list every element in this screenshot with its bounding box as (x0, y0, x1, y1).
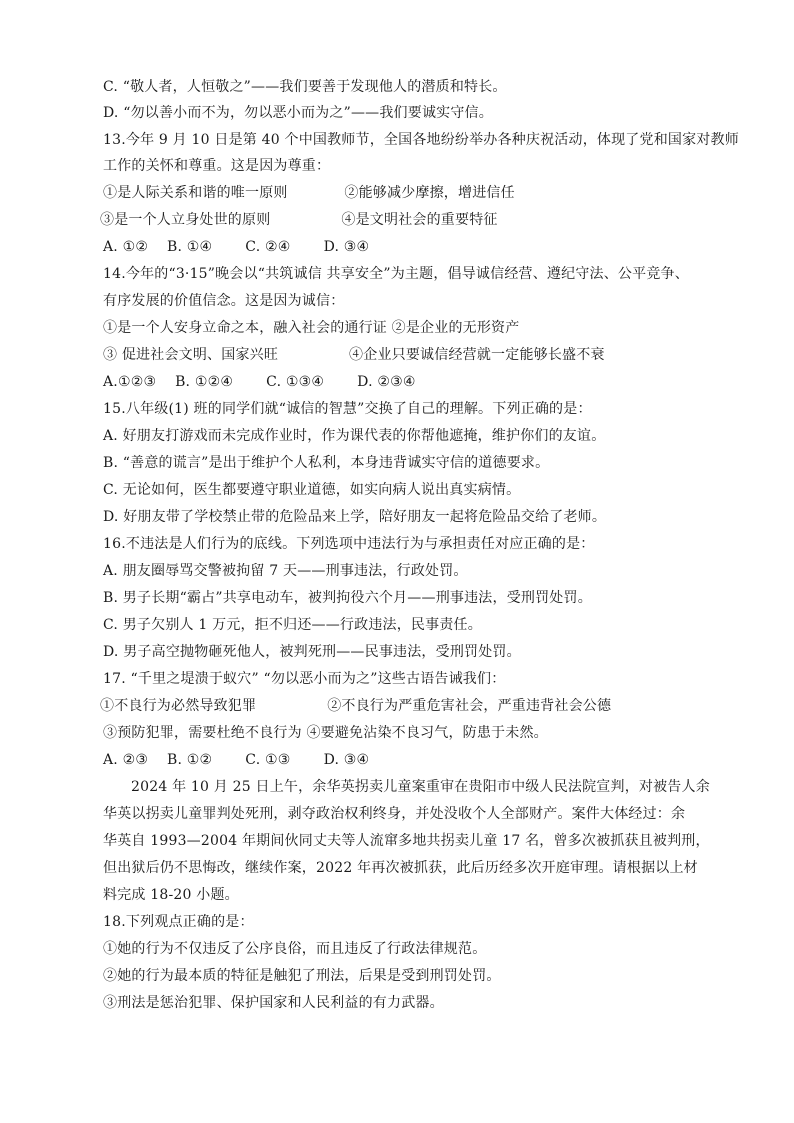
q13-statements-1: ①是人际关系和谐的唯一原则 ②能够减少摩擦，增进信任 (103, 185, 515, 201)
q15-option-d: D. 好朋友带了学校禁止带的危险品来上学，陪好朋友一起将危险品交给了老师。 (103, 509, 607, 525)
q13-stem-1: 13.今年 9 月 10 日是第 40 个中国教师节，全国各地纷纷举办各种庆祝活动，体现了党和国家对教师 (103, 132, 739, 148)
material-line-5: 料完成 18-20 小题。 (103, 887, 239, 903)
q16-stem: 16.不违法是人们行为的底线。下列选项中违法行为与承担责任对应正确的是： (103, 536, 595, 552)
q16-option-a: A. 朋友圈辱骂交警被拘留 7 天——刑事违法，行政处罚。 (103, 563, 468, 579)
q17-stem: 17. “千里之堤溃于蚁穴” “勿以恶小而为之”这些古语告诫我们： (103, 671, 506, 687)
q17-statements-2: ③预防犯罪，需要杜绝不良行为 ④要避免沾染不良习气，防患于未然。 (103, 725, 548, 741)
q18-statement-1: ①她的行为不仅违反了公序良俗，而且违反了行政法律规范。 (103, 941, 487, 957)
material-line-1: 2024 年 10 月 25 日上午，余华英拐卖儿童案重审在贵阳市中级人民法院宣判，对被告人余 (131, 779, 710, 795)
q13-statements-2: ③是一个人立身处世的原则 ④是文明社会的重要特征 (100, 212, 498, 228)
q14-stem-2: 有序发展的价值信念。这是因为诚信： (103, 293, 345, 309)
q14-options: A.①②③ B. ①②④ C. ①③④ D. ②③④ (103, 374, 416, 390)
q17-statements-1: ①不良行为必然导致犯罪 ②不良行为严重危害社会，严重违背社会公德 (100, 698, 612, 714)
q13-stem-2: 工作的关怀和尊重。这是因为尊重： (103, 158, 331, 174)
q15-stem: 15.八年级(1) 班的同学们就“诚信的智慧”交换了自己的理解。下列正确的是： (103, 401, 592, 417)
q14-stem-1: 14.今年的“3·15”晚会以“共筑诚信 共享安全”为主题，倡导诚信经营、遵纪守法、公平竞争、 (103, 266, 689, 282)
q15-option-b: B. “善意的谎言”是出于维护个人私利，本身违背诚实守信的道德要求。 (103, 455, 550, 471)
q16-option-d: D. 男子高空抛物砸死他人，被判死刑——民事违法，受刑罚处罚。 (103, 644, 521, 660)
q17-options: A. ②③ B. ①② C. ①③ D. ③④ (103, 752, 370, 768)
q12-option-d: D. “勿以善小而不为，勿以恶小而为之”——我们要诚实守信。 (103, 105, 493, 121)
q18-statement-3: ③刑法是惩治犯罪、保护国家和人民利益的有力武器。 (103, 995, 444, 1011)
q14-statements-2: ③ 促进社会文明、国家兴旺 ④企业只要诚信经营就一定能够长盛不衰 (103, 347, 605, 363)
material-line-4: 但出狱后仍不思悔改，继续作案，2022 年再次被抓获，此后历经多次开庭审理。请根据以上材 (103, 860, 698, 876)
q16-option-b: B. 男子长期“霸占”共享电动车，被判拘役六个月——刑事违法，受刑罚处罚。 (103, 590, 592, 606)
material-line-3: 华英自 1993—2004 年期间伙同丈夫等人流窜多地共拐卖儿童 17 名，曾多次被抓获且被判刑， (103, 833, 710, 849)
q13-options: A. ①② B. ①④ C. ②④ D. ③④ (103, 239, 370, 255)
q15-option-c: C. 无论如何，医生都要遵守职业道德，如实向病人说出真实病情。 (103, 482, 521, 498)
q14-statements-1: ①是一个人安身立命之本，融入社会的通行证 ②是企业的无形资产 (103, 320, 520, 336)
q15-option-a: A. 好朋友打游戏而未完成作业时，作为课代表的你帮他遮掩，维护你们的友谊。 (103, 428, 606, 444)
material-line-2: 华英以拐卖儿童罪判处死刑，剥夺政治权利终身，并处没收个人全部财产。案件大体经过：余 (103, 806, 686, 822)
q16-option-c: C. 男子欠别人 1 万元，拒不归还——行政违法，民事责任。 (103, 617, 482, 633)
q12-option-c: C. “敬人者，人恒敬之”——我们要善于发现他人的潜质和特长。 (103, 79, 507, 95)
q18-stem: 18.下列观点正确的是： (103, 914, 254, 930)
q18-statement-2: ②她的行为最本质的特征是触犯了刑法，后果是受到刑罚处罚。 (103, 968, 501, 984)
